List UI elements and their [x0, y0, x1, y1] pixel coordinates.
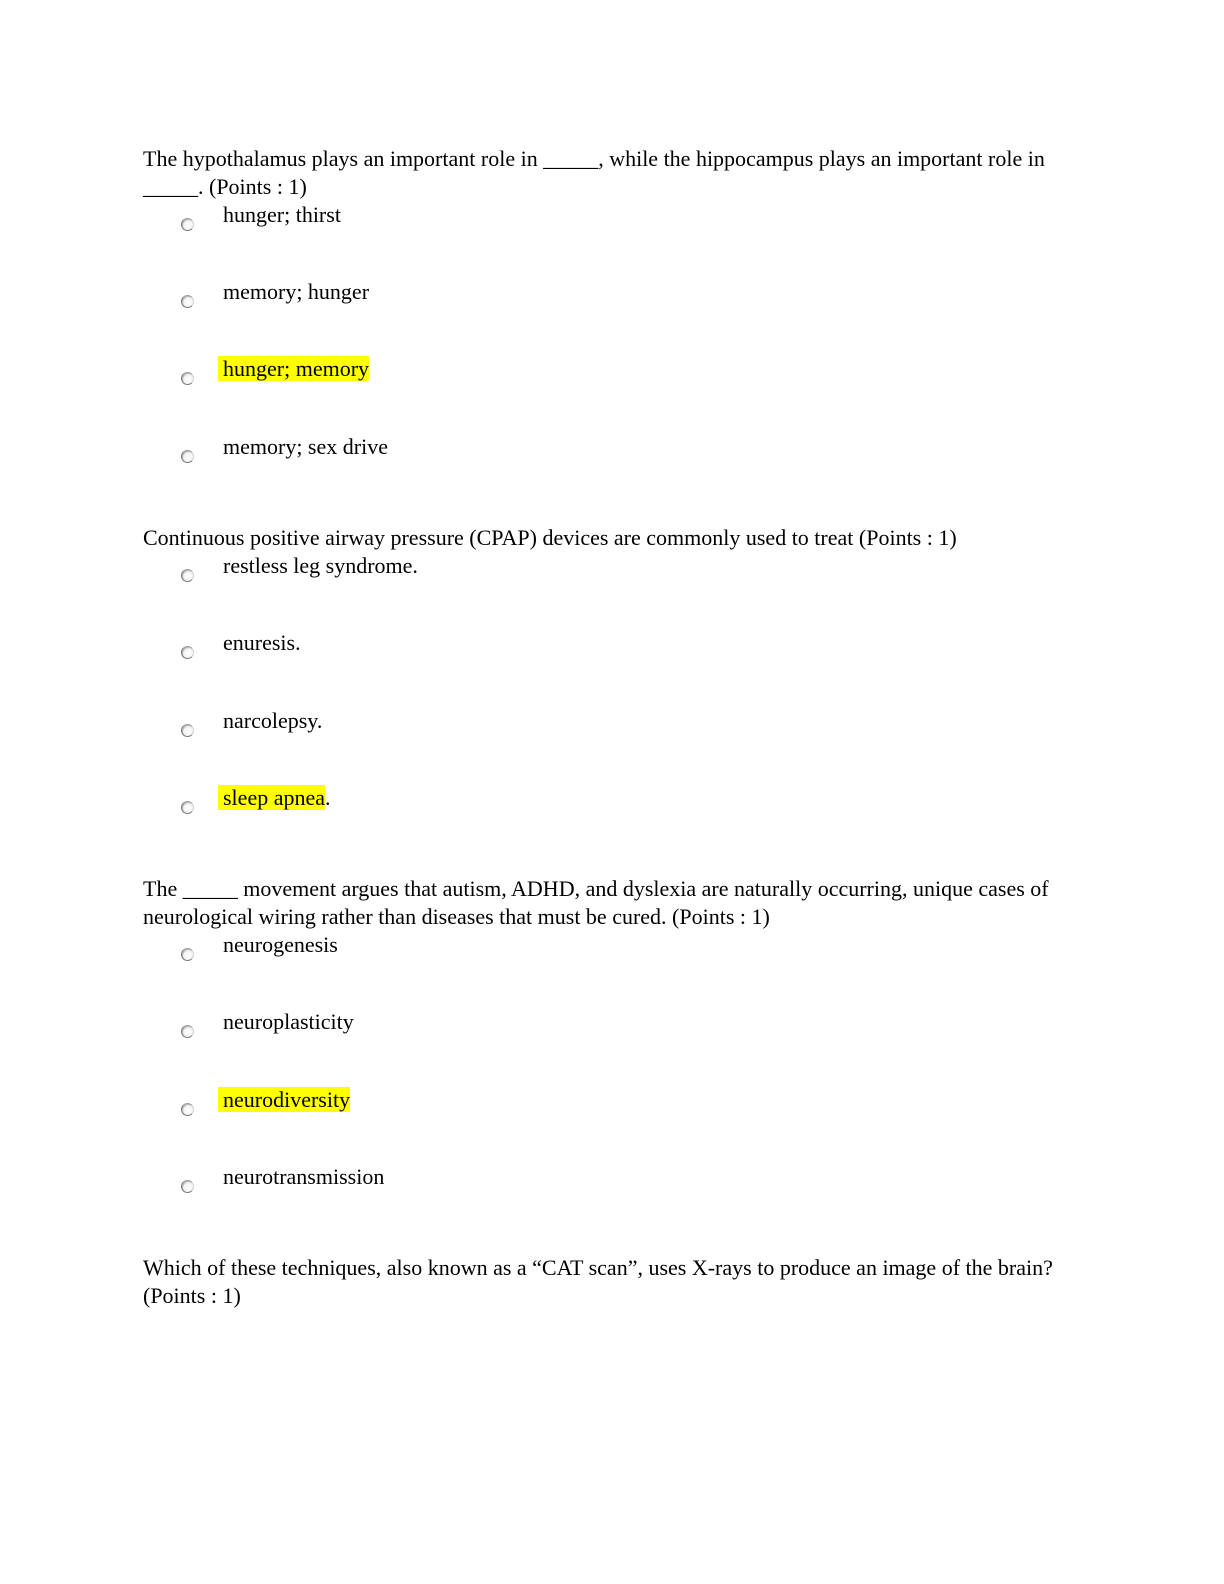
radio-button-icon[interactable]: [181, 948, 194, 961]
question-2-option-4[interactable]: [0, 784, 700, 854]
radio-button-icon[interactable]: [181, 218, 194, 231]
highlighted-answer: hunger; memory: [218, 356, 369, 381]
question-1-option-1[interactable]: [0, 201, 700, 271]
radio-button-icon[interactable]: [181, 724, 194, 737]
option-label: sleep apnea.: [223, 784, 331, 812]
option-label: neurogenesis: [223, 932, 338, 957]
radio-button-icon[interactable]: [181, 1025, 194, 1038]
option-label: memory; hunger: [223, 279, 370, 304]
option-label: [223, 355, 369, 383]
option-label: neuroplasticity: [223, 1009, 354, 1034]
question-2-option-2[interactable]: [0, 629, 700, 699]
option-label: narcolepsy.: [223, 708, 323, 733]
question-2-option-1[interactable]: [0, 552, 700, 622]
radio-button-icon[interactable]: [181, 450, 194, 463]
option-label: neurotransmission: [223, 1164, 385, 1189]
highlighted-answer: sleep apnea: [218, 785, 325, 810]
question-1-text: The hypothalamus plays an important role in _____, while the hippocampus plays an important role in _____. (Points : 1): [143, 146, 1045, 199]
option-label: hunger; thirst: [223, 202, 341, 227]
radio-button-icon[interactable]: [181, 295, 194, 308]
question-1-option-2[interactable]: [0, 278, 700, 348]
option-label: restless leg syndrome.: [223, 553, 418, 578]
question-2-text: Continuous positive airway pressure (CPAP) devices are commonly used to treat (Points : 1): [143, 525, 957, 550]
question-3-option-3[interactable]: [0, 1086, 700, 1156]
radio-button-icon[interactable]: [181, 569, 194, 582]
option-label: enuresis.: [223, 630, 301, 655]
radio-button-icon[interactable]: [181, 1103, 194, 1116]
radio-button-icon[interactable]: [181, 646, 194, 659]
radio-button-icon[interactable]: [181, 1180, 194, 1193]
question-1-option-4[interactable]: [0, 433, 700, 503]
option-label: [223, 1086, 350, 1114]
highlighted-answer: neurodiversity: [218, 1087, 350, 1112]
question-3-option-2[interactable]: [0, 1008, 700, 1078]
question-3-text: The _____ movement argues that autism, ADHD, and dyslexia are naturally occurring, unique cases of neurological wiring rather than diseases that must be cured. (Points : 1): [143, 876, 1049, 929]
question-4-text: Which of these techniques, also known as a “CAT scan”, uses X-rays to produce an image of the brain? (Points : 1): [143, 1255, 1053, 1308]
question-1-option-3[interactable]: [0, 355, 700, 425]
question-2-option-3[interactable]: [0, 707, 700, 777]
radio-button-icon[interactable]: [181, 372, 194, 385]
option-label: memory; sex drive: [223, 434, 388, 459]
question-3-option-4[interactable]: [0, 1163, 700, 1233]
question-3-option-1[interactable]: [0, 931, 700, 1001]
radio-button-icon[interactable]: [181, 801, 194, 814]
